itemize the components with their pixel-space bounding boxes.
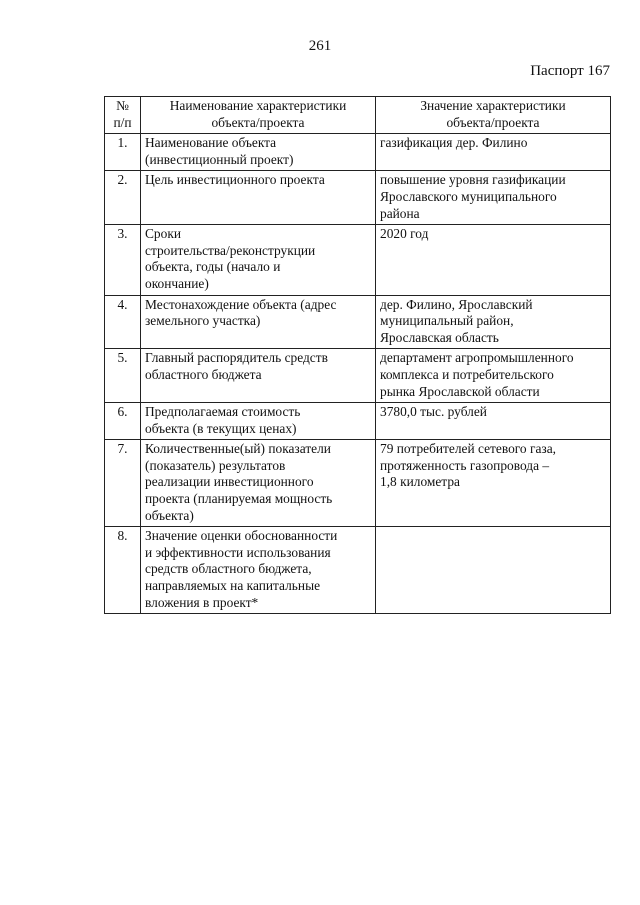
table-row (105, 171, 611, 225)
row-name: Местонахождение объекта (адрес земельного участка) (145, 296, 337, 329)
table-row (105, 440, 611, 527)
table-row (105, 225, 611, 295)
row-name: Цель инвестиционного проекта (145, 172, 325, 188)
row-num: 8. (117, 528, 128, 544)
header-num-text: № п/п (113, 98, 132, 130)
header-name-text: Наименование характеристики объекта/проекта (169, 98, 347, 130)
row-num: 1. (117, 135, 128, 151)
row-num: 2. (117, 172, 128, 188)
row-name-cell (141, 440, 376, 527)
row-value: департамент агропромышленного комплекса и потребительского рынка Ярославской области (380, 350, 574, 399)
row-value: 79 потребителей сетевого газа, протяженность газопровода – 1,8 километра (380, 441, 556, 490)
row-value-cell (376, 225, 611, 295)
row-value: 3780,0 тыс. рублей (380, 404, 487, 420)
row-num: 3. (117, 226, 128, 242)
row-num: 5. (117, 350, 128, 366)
table-row (105, 134, 611, 171)
row-num-cell (105, 295, 141, 349)
header-name (141, 97, 376, 134)
row-name-cell (141, 171, 376, 225)
row-name: Главный распорядитель средств областного бюджета (145, 350, 328, 382)
table-row (105, 349, 611, 403)
row-name: Сроки строительства/реконструкции объекта, годы (начало и окончание) (145, 226, 316, 291)
row-value: дер. Филино, Ярославский муниципальный район, Ярославская область (380, 296, 533, 345)
row-name-cell (141, 349, 376, 403)
row-num-cell (105, 527, 141, 614)
row-value-cell (376, 134, 611, 171)
row-name-cell (141, 225, 376, 295)
row-name-cell (141, 295, 376, 349)
row-num-cell (105, 349, 141, 403)
row-name: Значение оценки обоснованности и эффективности использования средств областного бюджета, направляемых на капитальные вложения в проект* (145, 528, 338, 610)
row-num: 7. (117, 441, 128, 457)
row-value-cell (376, 295, 611, 349)
row-value-cell (376, 527, 611, 614)
table-header-row (105, 97, 611, 134)
row-name-cell (141, 134, 376, 171)
page-number: 261 (308, 38, 332, 54)
header-value (376, 97, 611, 134)
row-name-cell (141, 527, 376, 614)
row-num-cell (105, 440, 141, 527)
row-value: газификация дер. Филино (380, 135, 528, 151)
row-num-cell (105, 171, 141, 225)
row-name-cell (141, 403, 376, 440)
row-num: 4. (117, 296, 128, 312)
header-value-text: Значение характеристики объекта/проекта (420, 98, 566, 130)
row-name: Количественные(ый) показатели (показатель) результатов реализации инвестиционного проекта (планируемая мощность объекта) (145, 441, 333, 523)
row-name: Наименование объекта (инвестиционный проект) (145, 135, 294, 167)
passport-label: Паспорт 167 (530, 63, 610, 79)
table-row (105, 527, 611, 614)
table-row (105, 295, 611, 349)
row-value-cell (376, 171, 611, 225)
row-value-cell (376, 440, 611, 527)
table-row (105, 403, 611, 440)
row-value-cell (376, 349, 611, 403)
header-num (105, 97, 141, 134)
row-value-cell (376, 403, 611, 440)
passport-table (104, 96, 611, 614)
row-value: 2020 год (380, 226, 429, 242)
row-num: 6. (117, 404, 128, 420)
row-num-cell (105, 225, 141, 295)
row-num-cell (105, 134, 141, 171)
row-name: Предполагаемая стоимость объекта (в текущих ценах) (145, 404, 301, 436)
row-value: повышение уровня газификации Ярославского муниципального района (380, 172, 566, 221)
row-num-cell (105, 403, 141, 440)
